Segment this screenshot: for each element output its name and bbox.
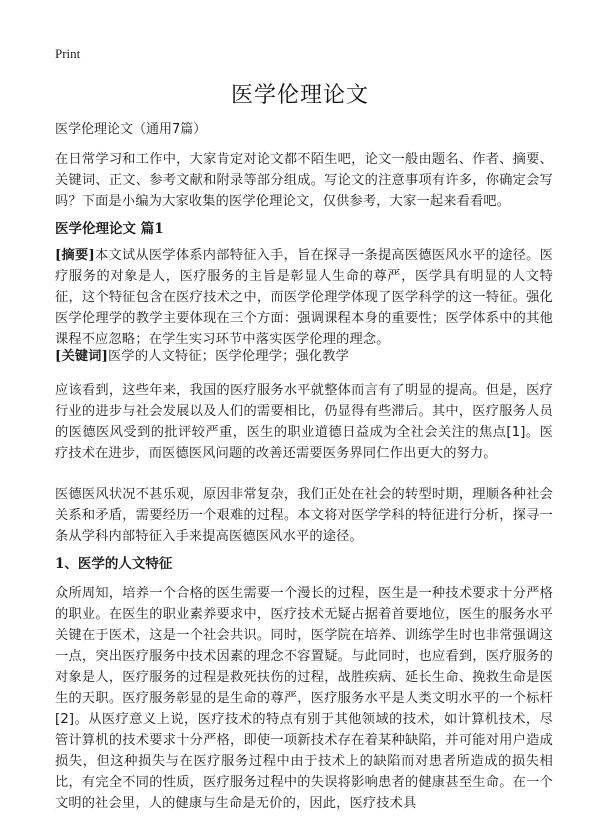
article-heading: 医学伦理论文 篇1 xyxy=(55,221,164,237)
section-heading-1: 1、医学的人文特征 xyxy=(55,556,173,572)
body-paragraph-3: 众所周知，培养一个合格的医生需要一个漫长的过程，医生是一种技术要求十分严格的职业。在医生的职业素养要求中，医疗技术无疑占据着首要地位，医生的服务水平关键在于医术，这是一个社会共识。同时，医学院在培养、训练学生时也非常强调这一点，突出医疗服务中技术因素的理念不容置疑。与此同时，也应看到，医疗服务的对象是人，医疗服务的过程是救死扶伤的过程，战胜疾病、延长生命、挽救生命是医生的天职。医疗服务彰显的是生命的尊严，医疗服务水平是人类文明水平的一个标杆[2]。从医疗意义上说，医疗技术的特点有别于其他领域的技术，如计算机技术，尽管计算机的技术要求十分严格，即使一项新技术存在着某种缺陷，并可能对用户造成损失，但这种损失与在医疗服务过程中由于技术上的缺陷而对患者所造成的损失相比，有完全不同的性质，医疗服务过程中的失误将影响患者的健康甚至生命。在一个文明的社会里，人的健康与生命是无价的，因此，医疗技术具 xyxy=(55,586,553,811)
page-title: 医学伦理论文 xyxy=(230,83,369,108)
page-subtitle: 医学伦理论文（通用7篇） xyxy=(55,122,207,137)
abstract-label: [摘要] xyxy=(55,248,95,263)
print-link[interactable]: Print xyxy=(55,46,81,61)
keywords-paragraph xyxy=(55,346,553,367)
body-paragraph-1: 应该看到，这些年来，我国的医疗服务水平就整体而言有了明显的提高。但是，医疗行业的进步与社会发展以及人们的需要相比，仍显得有些滞后。其中，医疗服务人员的医德医风受到的批评较严重，医生的职业道德日益成为全社会关注的焦点[1]。医疗技术在进步，而医德医风问题的改善还需要医务界同仁作出更大的努力。 xyxy=(55,383,553,461)
keywords-label: [关键词] xyxy=(55,349,109,364)
intro-paragraph: 在日常学习和工作中，大家肯定对论文都不陌生吧，论文一般由题名、作者、摘要、关键词、正文、参考文献和附录等部分组成。写论文的注意事项有许多，你确定会写吗？下面是小编为大家收集的医学伦理论文，仅供参考，大家一起来看看吧。 xyxy=(55,152,553,209)
abstract-paragraph xyxy=(55,245,553,350)
body-paragraph-2: 医德医风状况不甚乐观，原因非常复杂，我们正处在社会的转型时期，理顺各种社会关系和矛盾，需要经历一个艰难的过程。本文将对医学学科的特征进行分析，探寻一条从学科内部特征入手来提高医德医风水平的途径。 xyxy=(55,487,553,544)
keywords-text: 医学的人文特征；医学伦理学；强化教学 xyxy=(108,349,350,364)
abstract-text: 本文试从医学体系内部特征入手，旨在探寻一条提高医德医风水平的途径。医疗服务的对象是人，医疗服务的主旨是彰显人生命的尊严，医学具有明显的人文特征，这个特征包含在医疗技术之中，而医学伦理学体现了医学科学的这一特征。强化医学伦理学的教学主要体现在三个方面：强调课程本身的重要性；医学体系中的其他课程不应忽略；在学生实习环节中落实医学伦理的理念。 xyxy=(55,248,554,347)
